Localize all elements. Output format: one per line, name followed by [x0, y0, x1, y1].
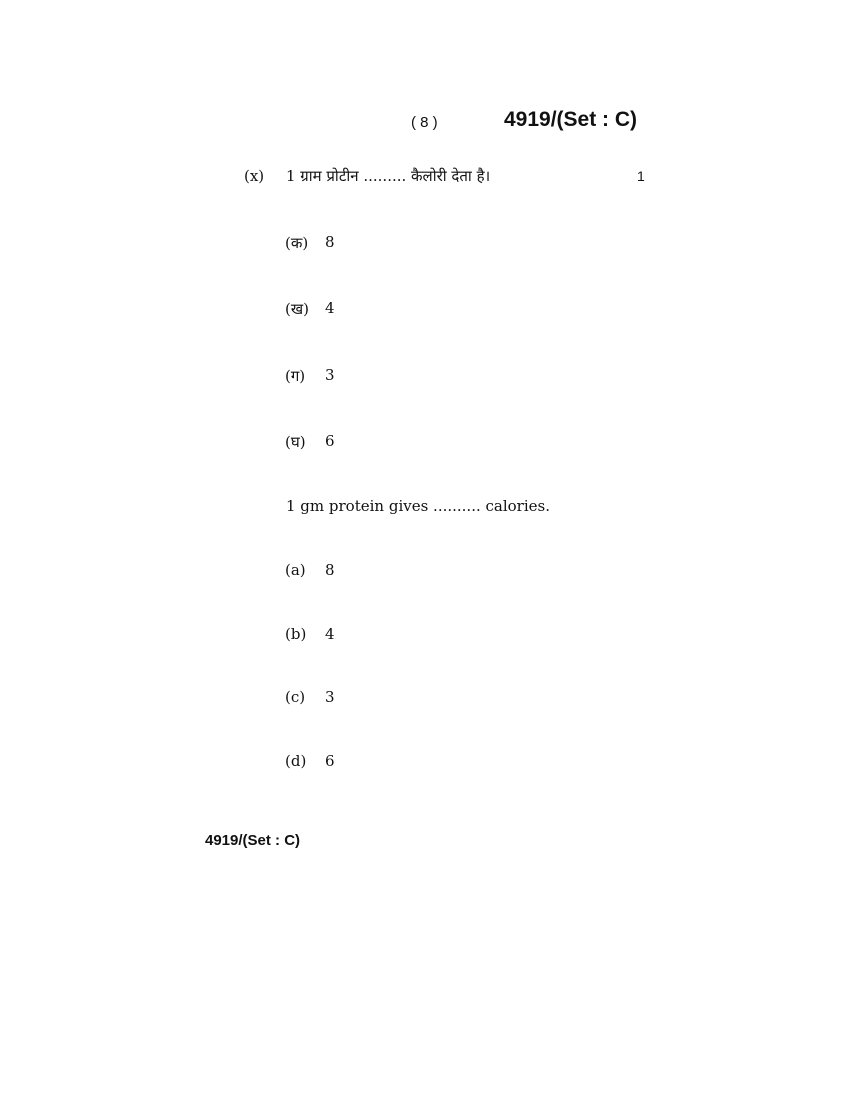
question-text-hindi: 1 ग्राम प्रोटीन ......... कैलोरी देता है।: [286, 167, 491, 185]
option-english-a-label: (a): [285, 561, 306, 579]
paper-code-header: 4919/(Set : C): [504, 108, 638, 131]
page-number: ( 8 ): [411, 114, 438, 131]
option-english-d-value: 6: [325, 752, 335, 770]
option-hindi-4-value: 6: [325, 432, 335, 450]
option-hindi-4-label: (घ): [285, 433, 306, 451]
option-hindi-2-value: 4: [325, 299, 335, 317]
option-english-d-label: (d): [285, 752, 307, 770]
option-english-c-value: 3: [325, 688, 335, 706]
option-hindi-3-value: 3: [325, 366, 335, 384]
question-marks: 1: [637, 168, 645, 184]
question-text-english: 1 gm protein gives .......... calories.: [286, 497, 550, 515]
option-english-b-value: 4: [325, 625, 335, 643]
option-hindi-3-label: (ग): [285, 367, 306, 385]
option-english-b-label: (b): [285, 625, 307, 643]
option-hindi-2-label: (ख): [285, 300, 309, 318]
paper-code-footer: 4919/(Set : C): [205, 832, 301, 849]
option-english-a-value: 8: [325, 561, 335, 579]
option-english-c-label: (c): [285, 688, 306, 706]
option-hindi-1-label: (क): [285, 234, 309, 252]
question-number: (x): [244, 167, 265, 185]
option-hindi-1-value: 8: [325, 233, 335, 251]
